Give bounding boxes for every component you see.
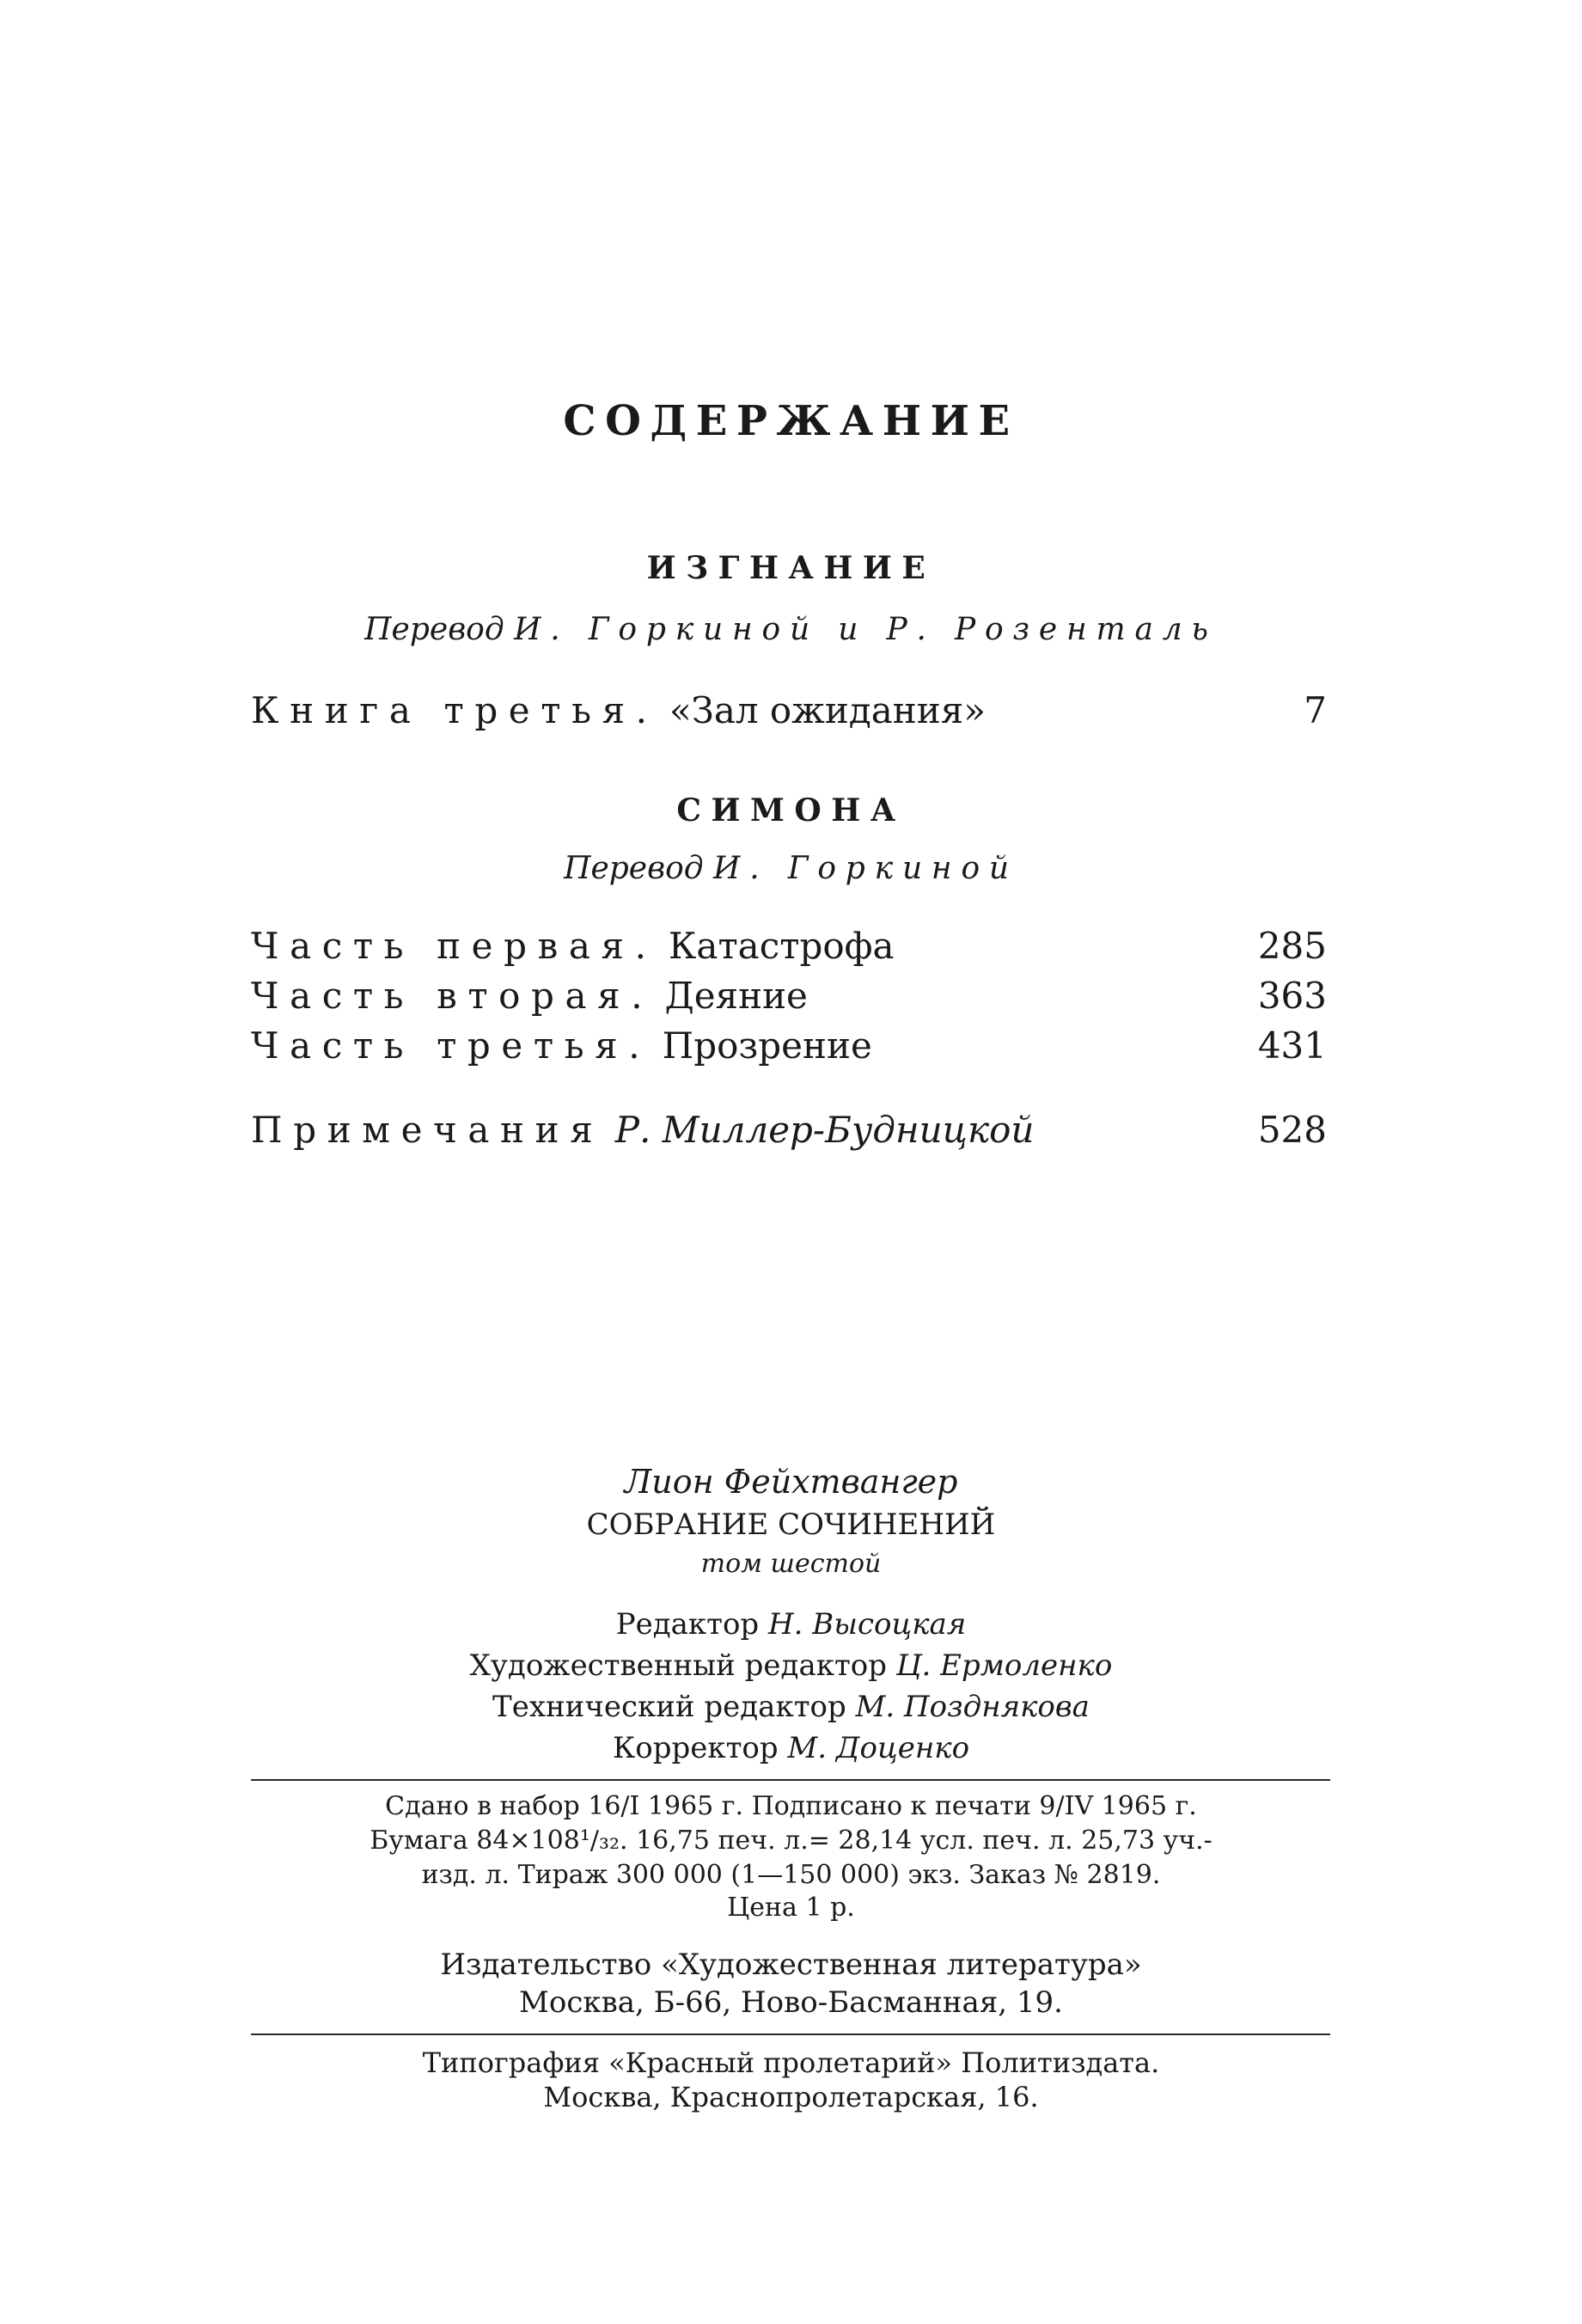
- toc-entry-part-three[interactable]: [251, 1024, 1327, 1073]
- tech-editor-name: М. Позднякова: [855, 1690, 1090, 1724]
- tech-editor-label: Технический редактор: [492, 1690, 846, 1724]
- translator-credit-simone: [0, 851, 1582, 886]
- toc-entry-label-rest: Деяние: [664, 975, 808, 1017]
- translator-credit-exile: [0, 612, 1582, 647]
- toc-entry-page-number: 363: [1257, 975, 1327, 1017]
- toc-entry-part-two[interactable]: [251, 975, 1327, 1023]
- toc-entry-label-spaced: Часть третья.: [251, 1024, 651, 1067]
- translator-prefix: Перевод: [564, 851, 704, 886]
- translator-names: И. Горкиной: [713, 851, 1018, 886]
- imprint-tech-editor: [0, 1686, 1582, 1728]
- print-details-line-2: Бумага 84×108¹/₃₂. 16,75 печ. л.= 28,14 усл. печ. л. 25,73 уч.-: [370, 1826, 1212, 1856]
- editor-label: Редактор: [615, 1607, 760, 1642]
- art-editor-label: Художественный редактор: [469, 1648, 888, 1683]
- printer-line-2: Москва, Краснопролетарская, 16.: [543, 2081, 1039, 2113]
- publisher-line-2: Москва, Б-66, Ново-Басманная, 19.: [519, 1985, 1063, 2020]
- divider-rule: [251, 1779, 1330, 1781]
- toc-entry-page-number: 7: [1304, 689, 1327, 731]
- imprint-author: Лион Фейхтвангер: [624, 1463, 958, 1501]
- toc-entry-label: [251, 689, 986, 731]
- toc-entry-page-number: 431: [1257, 1024, 1327, 1067]
- print-details-line-3: изд. л. Тираж 300 000 (1—150 000) экз. Заказ № 2819.: [421, 1860, 1161, 1890]
- divider-rule: [251, 2034, 1330, 2035]
- translator-prefix: Перевод: [364, 612, 504, 647]
- print-details-line-1: Сдано в набор 16/I 1965 г. Подписано к печати 9/IV 1965 г.: [385, 1791, 1197, 1821]
- publisher-line-1: Издательство «Художественная литература»: [440, 1948, 1142, 1982]
- section-title-exile: ИЗГНАНИЕ: [646, 550, 936, 586]
- translator-names: И. Горкиной и Р. Розенталь: [514, 612, 1218, 647]
- toc-entry-label-spaced: Часть вторая.: [251, 975, 654, 1017]
- toc-entry-label-rest: «Зал ожидания»: [669, 689, 986, 731]
- toc-entry-label-spaced: Часть первая.: [251, 925, 657, 967]
- editor-name: Н. Высоцкая: [768, 1607, 967, 1642]
- toc-entry-label: [251, 1024, 872, 1067]
- price: Цена 1 р.: [727, 1893, 855, 1923]
- art-editor-name: Ц. Ермоленко: [895, 1648, 1113, 1683]
- printer-line-1: Типография «Красный пролетарий» Политиздата.: [422, 2046, 1160, 2079]
- toc-entry-notes[interactable]: [251, 1109, 1327, 1157]
- proofreader-label: Корректор: [612, 1731, 779, 1765]
- section-title-simone: СИМОНА: [676, 792, 906, 829]
- toc-entry-label: [251, 975, 808, 1017]
- toc-entry-label-rest: Прозрение: [662, 1024, 872, 1067]
- toc-entry-label-rest: Катастрофа: [668, 925, 895, 967]
- toc-entry-page-number: 528: [1257, 1109, 1327, 1151]
- imprint-volume: том шестой: [700, 1549, 882, 1579]
- imprint-proofreader: [0, 1728, 1582, 1769]
- toc-entry-label: [251, 925, 895, 967]
- toc-entry-label: [251, 1109, 1034, 1151]
- imprint-editor: [0, 1604, 1582, 1645]
- imprint-art-editor: [0, 1645, 1582, 1686]
- page-title: СОДЕРЖАНИЕ: [563, 397, 1019, 445]
- proofreader-name: М. Доценко: [787, 1731, 970, 1765]
- toc-entry-book-three[interactable]: [251, 689, 1327, 737]
- imprint-series: СОБРАНИЕ СОЧИНЕНИЙ: [586, 1508, 996, 1542]
- notes-author: Р. Миллер-Будницкой: [614, 1109, 1035, 1151]
- toc-entry-label-spaced: Книга третья.: [251, 689, 658, 731]
- toc-entry-page-number: 285: [1257, 925, 1327, 967]
- toc-entry-part-one[interactable]: [251, 925, 1327, 973]
- toc-entry-label-spaced: Примечания: [251, 1109, 604, 1151]
